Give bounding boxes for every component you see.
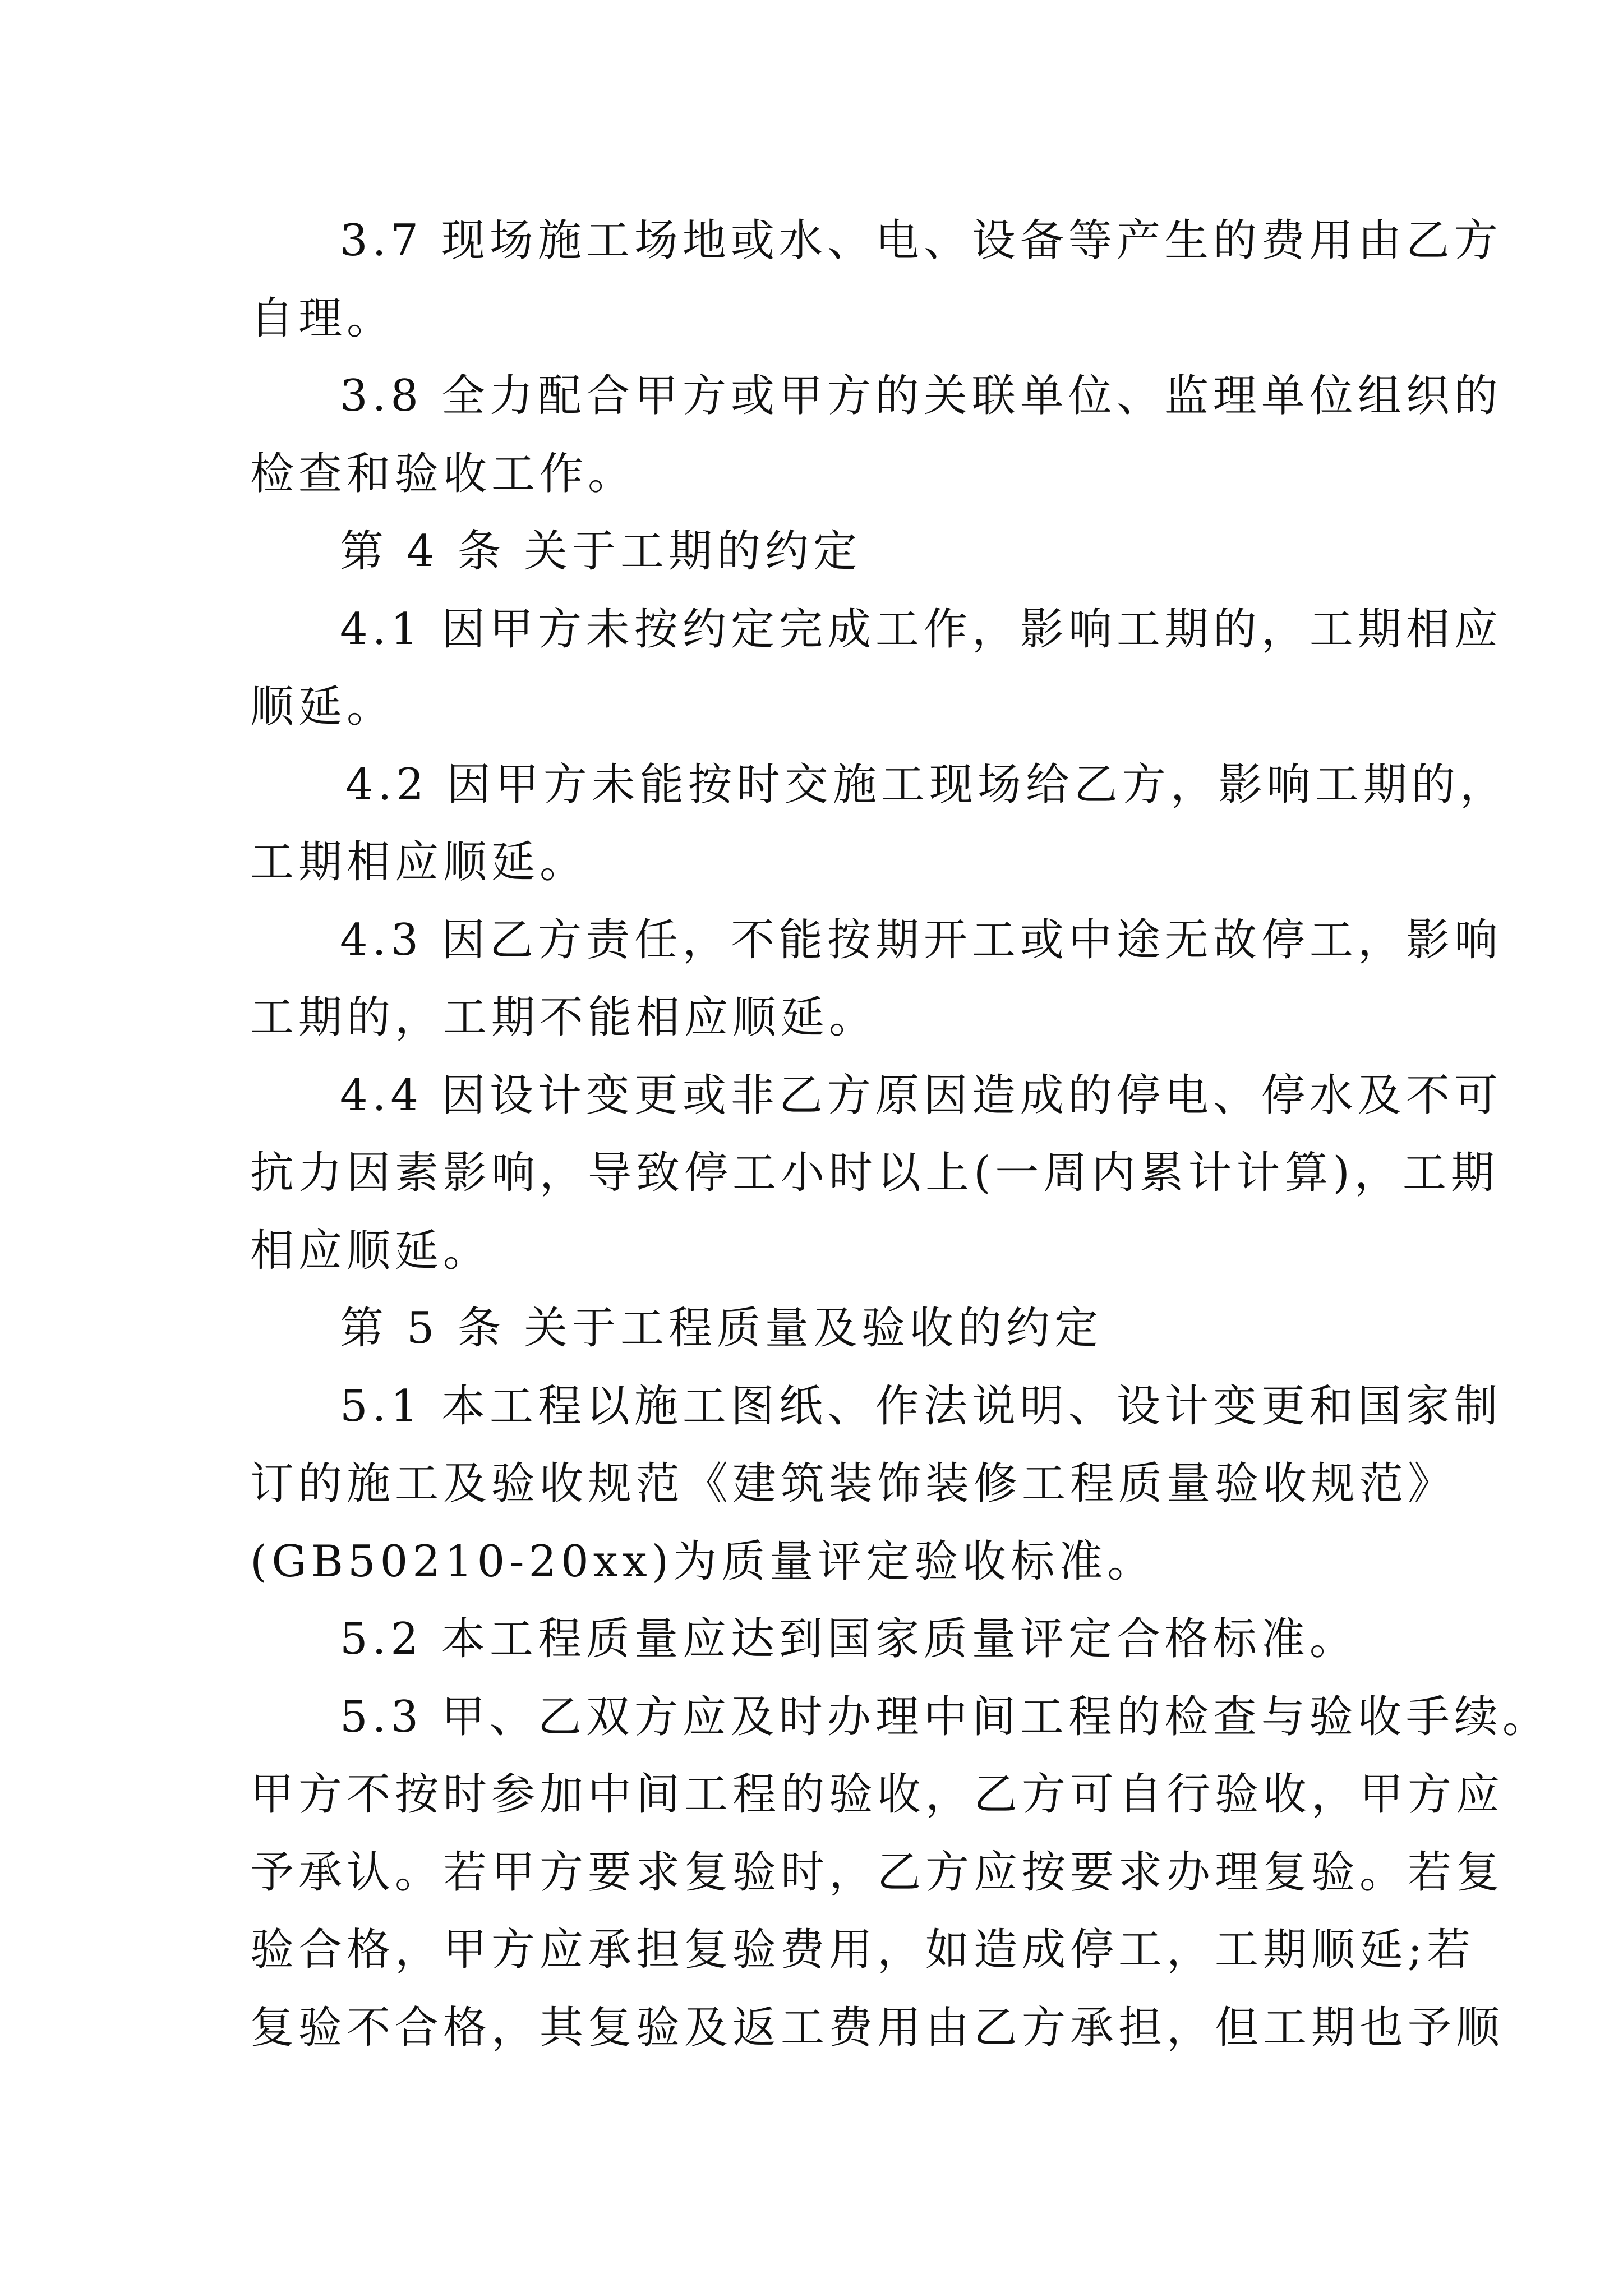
paragraph-line: 3.7 现场施工场地或水、电、设备等产生的费用由乙方 <box>340 215 1502 266</box>
paragraph-line: 抗力因素影响，导致停工小时以上(一周内累计计算)，工期 <box>250 1148 1499 1198</box>
paragraph-line: 验合格，甲方应承担复验费用，如造成停工，工期顺延;若 <box>250 1925 1476 1975</box>
paragraph-line: 5.1 本工程以施工图纸、作法说明、设计变更和国家制 <box>340 1381 1502 1432</box>
document-body <box>250 202 1551 2067</box>
paragraph-line: (GB50210-20xx)为质量评定验收标准。 <box>250 1536 1156 1587</box>
paragraph-line: 5.3 甲、乙双方应及时办理中间工程的检查与验收手续。 <box>340 1691 1551 1742</box>
paragraph-line: 3.8 全力配合甲方或甲方的关联单位、监理单位组织的 <box>340 371 1502 421</box>
paragraph-line: 工期的，工期不能相应顺延。 <box>250 992 878 1043</box>
paragraph-line: 甲方不按时参加中间工程的验收，乙方可自行验收，甲方应 <box>250 1769 1505 1820</box>
paragraph-line: 顺延。 <box>250 682 395 732</box>
paragraph-line: 4.2 因甲方未能按时交施工现场给乙方，影响工期的， <box>345 759 1508 810</box>
paragraph-line: 检查和验收工作。 <box>250 448 637 499</box>
section-heading: 第 5 条 关于工程质量及验收的约定 <box>340 1303 1103 1354</box>
paragraph-line: 予承认。若甲方要求复验时，乙方应按要求办理复验。若复 <box>250 1847 1505 1898</box>
paragraph-line: 4.3 因乙方责任，不能按期开工或中途无故停工，影响 <box>340 914 1502 965</box>
paragraph-line: 工期相应顺延。 <box>250 837 588 887</box>
paragraph-line: 5.2 本工程质量应达到国家质量评定合格标准。 <box>340 1614 1358 1664</box>
paragraph-line: 4.4 因设计变更或非乙方原因造成的停电、停水及不可 <box>340 1070 1502 1121</box>
paragraph-line: 订的施工及验收规范《建筑装饰装修工程质量验收规范》 <box>250 1458 1456 1509</box>
section-heading: 第 4 条 关于工期的约定 <box>340 526 862 577</box>
paragraph-line: 4.1 因甲方未按约定完成工作，影响工期的，工期相应 <box>340 604 1502 655</box>
paragraph-line: 相应顺延。 <box>250 1225 492 1276</box>
paragraph-line: 自理。 <box>250 293 395 344</box>
paragraph-line: 复验不合格，其复验及返工费用由乙方承担，但工期也予顺 <box>250 2002 1505 2053</box>
